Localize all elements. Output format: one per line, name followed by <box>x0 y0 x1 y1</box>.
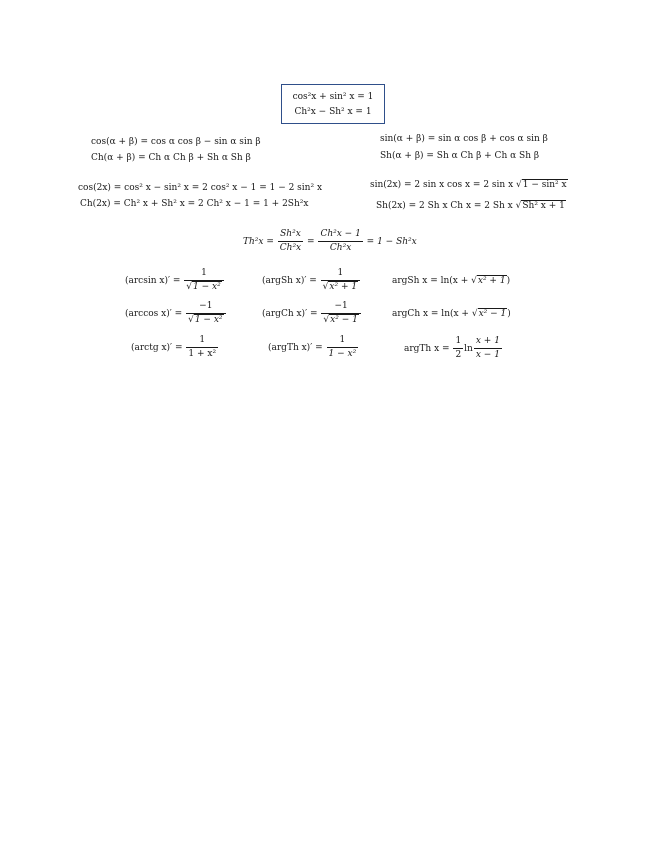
sh-double-formula: Sh(2x) = 2 Sh x Ch x = 2 Sh x √Sh² x + 1 <box>376 201 565 211</box>
argch-formula: argCh x = ln(x + √x² − 1) <box>392 309 511 319</box>
th-identity: Th²x = $\frac{\text{Sh²x}}{\text{Ch²x}}$ = $\frac{\text{Ch²x − 1}}{\text{Ch²x}}$ = 1 − Sh²x <box>243 229 417 253</box>
th-fraction-1: $\frac{\text{Sh²x}}{\text{Ch²x}}$ <box>279 229 302 253</box>
th-fraction-2: $\frac{\text{Ch²x − 1}}{\text{Ch²x}}$ <box>320 229 361 253</box>
sh-sum-formula: Sh(α + β) = Sh α Ch β + Ch α Sh β <box>380 151 540 161</box>
argch-derivative: (argCh x)′ = $\frac{-1}{\text{√x² − 1}}$ <box>262 301 362 326</box>
arctg-derivative: (arctg x)′ = $\frac{1}{\text{1 + x²}}$ <box>131 335 217 359</box>
argsh-formula: argSh x = ln(x + √x² + 1) <box>392 276 511 286</box>
cos-double-formula: cos(2x) = cos² x − sin² x = 2 cos² x − 1 = 1 − 2 sin² x <box>78 183 323 193</box>
argth-formula: argTh x = $\frac{1}{2}$ ln $\frac{x + 1}{x - 1}$ <box>404 336 500 360</box>
arcsin-derivative: (arcsin x)′ = $\frac{1}{\text{√1 − x²}}$ <box>125 268 225 293</box>
boxed-identities <box>281 84 385 124</box>
sin-double-formula: sin(2x) = 2 sin x cos x = 2 sin x √1 − sin² x <box>370 180 567 190</box>
argth-derivative: (argTh x)′ = $\frac{1}{\text{1 − x²}}$ <box>268 335 357 359</box>
cos-sum-formula: cos(α + β) = cos α cos β − sin α sin β <box>91 137 261 147</box>
ch-double-formula: Ch(2x) = Ch² x + Sh² x = 2 Ch² x − 1 = 1 + 2Sh²x <box>80 199 309 209</box>
hyperbolic-identity: Ch²x − Sh² x = 1 <box>294 107 372 117</box>
argsh-derivative: (argSh x)′ = $\frac{1}{\text{√x² + 1}}$ <box>262 268 361 293</box>
pythagorean-identity: cos²x + sin² x = 1 <box>292 92 374 102</box>
sin-sum-formula: sin(α + β) = sin α cos β + cos α sin β <box>380 134 548 144</box>
arccos-derivative: (arccos x)′ = $\frac{-1}{\text{√1 − x²}}$ <box>125 301 227 326</box>
ch-sum-formula: Ch(α + β) = Ch α Ch β + Sh α Sh β <box>91 153 251 163</box>
